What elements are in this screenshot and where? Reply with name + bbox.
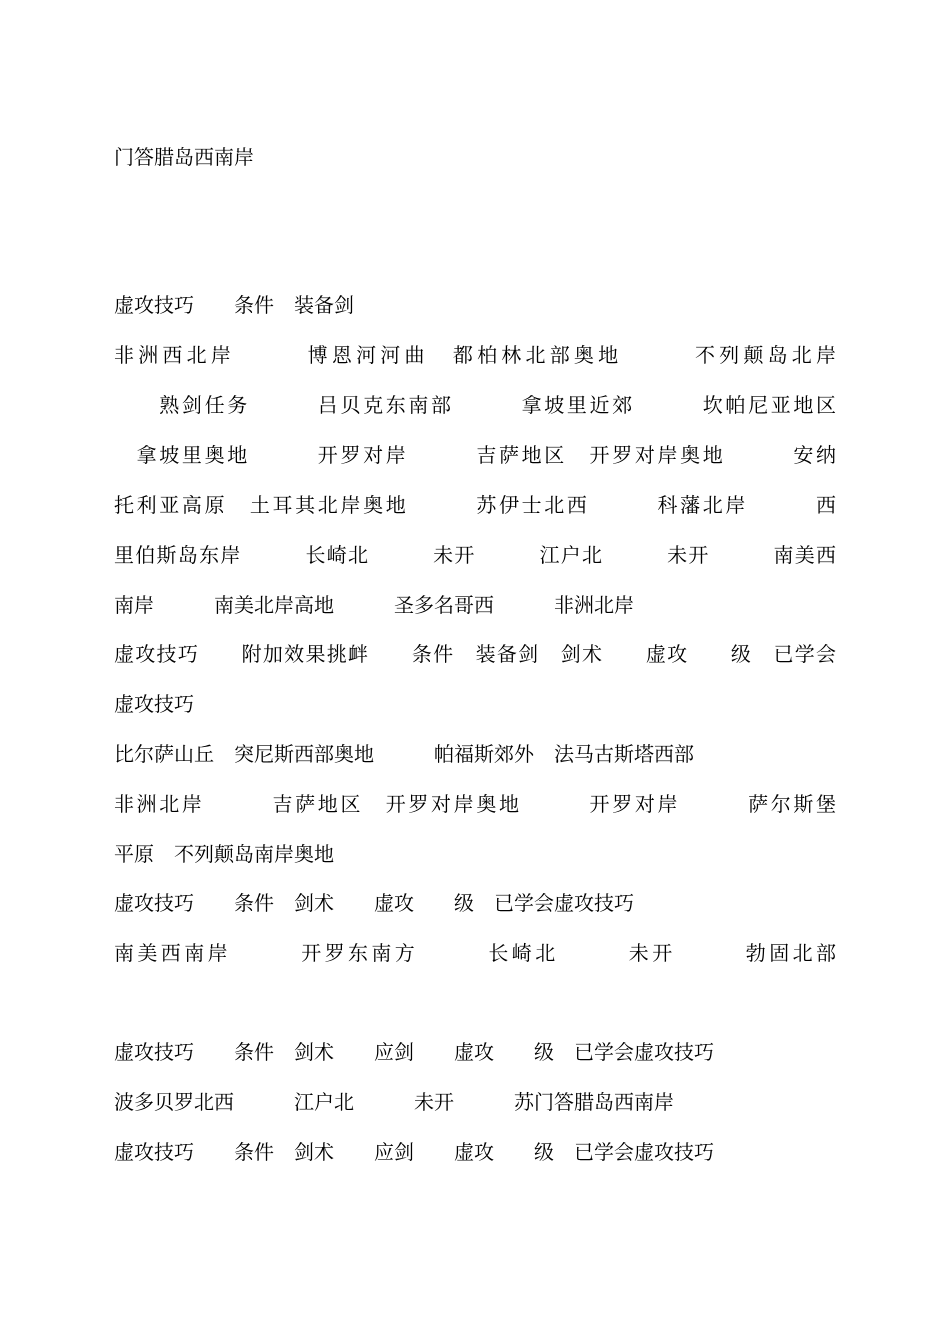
text-line: 虚攻技巧 条件 装备剑 [114,293,354,317]
text-line: 里伯斯岛东岸 长崎北 未开 江户北 未开 南美西 [114,543,836,567]
text-line: 波多贝罗北西 江户北 未开 苏门答腊岛西南岸 [114,1090,674,1114]
text-line: 托利亚高原 土耳其北岸奥地 苏伊士北西 科藩北岸 西 [114,493,836,517]
text-line: 平原 不列颠岛南岸奥地 [114,842,334,866]
text-line: 非洲西北岸 博恩河河曲 都柏林北部奥地 不列颠岛北岸 [114,343,836,367]
document-title: 门答腊岛西南岸 [114,145,254,169]
text-line: 熟剑任务 吕贝克东南部 拿坡里近郊 坎帕尼亚地区 [114,393,836,417]
text-line: 南岸 南美北岸高地 圣多名哥西 非洲北岸 [114,593,634,617]
text-line: 拿坡里奥地 开罗对岸 吉萨地区 开罗对岸奥地 安纳 [114,443,836,467]
text-line: 虚攻技巧 条件 剑术 应剑 虚攻 级 已学会虚攻技巧 [114,1040,714,1064]
text-line: 非洲北岸 吉萨地区 开罗对岸奥地 开罗对岸 萨尔斯堡 [114,792,836,816]
text-line: 南美西南岸 开罗东南方 长崎北 未开 勃固北部 [114,941,836,965]
text-line: 虚攻技巧 [114,692,194,716]
text-line: 比尔萨山丘 突尼斯西部奥地 帕福斯郊外 法马古斯塔西部 [114,742,694,766]
text-line: 虚攻技巧 条件 剑术 应剑 虚攻 级 已学会虚攻技巧 [114,1140,714,1164]
text-line: 虚攻技巧 附加效果挑衅 条件 装备剑 剑术 虚攻 级 已学会 [114,642,836,666]
text-line: 虚攻技巧 条件 剑术 虚攻 级 已学会虚攻技巧 [114,891,634,915]
